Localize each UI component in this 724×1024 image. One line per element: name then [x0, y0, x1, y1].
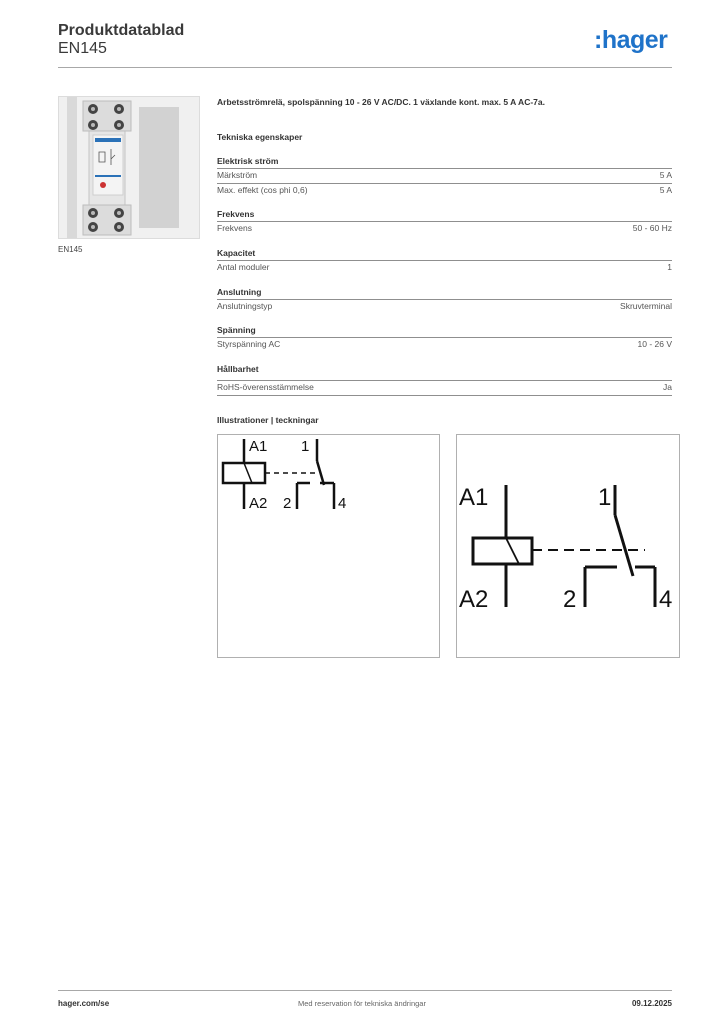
product-image-caption: EN145: [58, 245, 83, 254]
relay-schematic-small: [218, 435, 439, 657]
spec-value: Ja: [663, 382, 672, 392]
terminal-label-a1: A1: [459, 484, 489, 511]
header-divider: [58, 67, 672, 68]
spec-label: RoHS-överensstämmelse: [217, 382, 314, 392]
spec-label: Märkström: [217, 170, 258, 180]
terminal-label-a2: A2: [459, 586, 489, 613]
spec-row: [217, 221, 672, 236]
spec-label: Anslutningstyp: [217, 301, 273, 311]
spec-row: [217, 183, 672, 198]
terminal-label-1: 1: [301, 438, 310, 455]
relay-schematic-large: [457, 435, 679, 657]
product-description: Arbetsströmrelä, spolspänning 10 - 26 V AC/DC. 1 växlande kont. max. 5 A AC-7a.: [217, 97, 545, 107]
terminal-label-a1: A1: [249, 438, 268, 455]
specs-heading: Tekniska egenskaper: [217, 132, 303, 142]
terminal-label-4: 4: [338, 495, 347, 512]
spec-value: 1: [667, 262, 672, 272]
spec-value: Skruvterminal: [620, 301, 672, 311]
spec-row: [217, 299, 672, 314]
spec-group-title: Spänning: [217, 325, 256, 335]
terminal-label-a2: A2: [249, 495, 268, 512]
footer-date: 09.12.2025: [631, 999, 672, 1008]
spec-value: 10 - 26 V: [637, 339, 672, 349]
spec-value: 5 A: [659, 170, 672, 180]
page-title: Produktdatablad: [58, 22, 185, 39]
footer-disclaimer: Med reservation för tekniska ändringar: [298, 999, 426, 1008]
spec-group-title: Anslutning: [217, 287, 262, 297]
spec-row: [217, 168, 672, 183]
spec-label: Max. effekt (cos phi 0,6): [217, 185, 308, 195]
product-code: EN145: [58, 40, 107, 57]
spec-label: Antal moduler: [217, 262, 270, 272]
spec-value: 5 A: [659, 185, 672, 195]
terminal-label-2: 2: [283, 495, 292, 512]
relay-module-illustration: [59, 97, 199, 238]
spec-group-title: Frekvens: [217, 209, 255, 219]
terminal-label-1: 1: [598, 484, 612, 511]
footer-website: hager.com/se: [58, 999, 110, 1008]
spec-group-title: Kapacitet: [217, 248, 256, 258]
spec-row: [217, 337, 672, 352]
terminal-label-2: 2: [563, 586, 577, 613]
spec-group-title: Hållbarhet: [217, 364, 259, 374]
wiring-diagram-large: [456, 434, 680, 658]
spec-label: Frekvens: [217, 223, 252, 233]
hager-logo: :hager: [594, 26, 668, 54]
illustrations-heading: Illustrationer | teckningar: [217, 415, 319, 425]
footer-divider: [58, 990, 672, 991]
spec-value: 50 - 60 Hz: [632, 223, 672, 233]
spec-label: Styrspänning AC: [217, 339, 281, 349]
spec-row: [217, 380, 672, 396]
terminal-label-4: 4: [659, 586, 673, 613]
wiring-diagram-small: [217, 434, 440, 658]
product-image: [58, 96, 200, 239]
spec-row: [217, 260, 672, 275]
spec-group-title: Elektrisk ström: [217, 156, 279, 166]
